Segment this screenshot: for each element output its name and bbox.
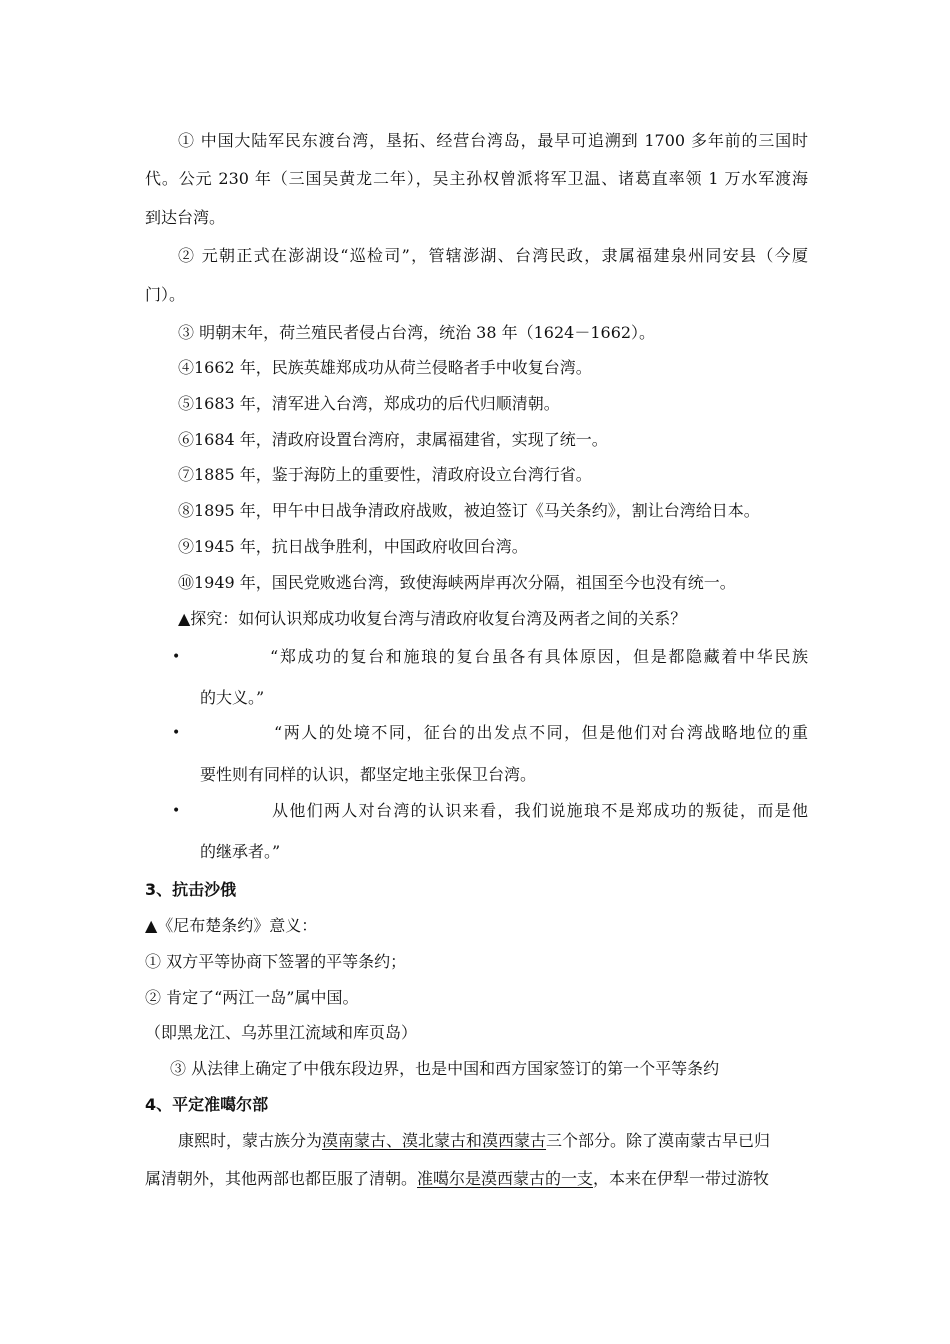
taiwan-item-4: ④1662 年，民族英雄郑成功从荷兰侵略者手中收复台湾。 [178, 358, 592, 377]
taiwan-item-2-line-2: 门）。 [145, 285, 186, 304]
treaty-title: ▲《尼布楚条约》意义： [145, 916, 318, 935]
p1-underlined-text: 漠南蒙古、漠北蒙古和漠西蒙古 [322, 1131, 547, 1150]
taiwan-item-5: ⑤1683 年，清军进入台湾，郑成功的后代归顺清朝。 [178, 394, 560, 413]
p1-text-a: 康熙时，蒙古族分为 [178, 1131, 323, 1150]
taiwan-item-8: ⑧1895 年，甲午中日战争清政府战败，被迫签订《马关条约》，割让台湾给日本。 [178, 501, 760, 520]
treaty-point-3: ③ 从法律上确定了中俄东段边界，也是中国和西方国家签订的第一个平等条约 [170, 1059, 720, 1078]
inquiry-bullet-3-line-1: 从他们两人对台湾的认识来看，我们说施琅不是郑成功的叛徒，而是他 [272, 801, 808, 820]
section-4-paragraph-line-2 [145, 1168, 769, 1190]
taiwan-item-1-line-1: ① 中国大陆军民东渡台湾，垦拓、经营台湾岛，最早可追溯到 1700 多年前的三国时 [178, 131, 808, 150]
taiwan-item-10: ⑩1949 年，国民党败逃台湾，致使海峡两岸再次分隔，祖国至今也没有统一。 [178, 573, 736, 592]
p1-text-b: 三个部分。除了漠南蒙古早已归 [546, 1131, 771, 1150]
taiwan-item-9: ⑨1945 年，抗日战争胜利，中国政府收回台湾。 [178, 537, 528, 556]
p2-text-b: ，本来在伊犁一带过游牧 [593, 1169, 770, 1188]
taiwan-item-6: ⑥1684 年，清政府设置台湾府，隶属福建省，实现了统一。 [178, 430, 608, 449]
treaty-point-2: ② 肯定了“两江一岛”属中国。 [145, 988, 359, 1007]
bullet-2: • [172, 725, 181, 741]
section-3-heading: 3、抗击沙俄 [145, 880, 237, 899]
treaty-point-1: ① 双方平等协商下签署的平等条约； [145, 952, 407, 971]
taiwan-item-3: ③ 明朝末年，荷兰殖民者侵占台湾，统治 38 年（1624－1662）。 [178, 323, 656, 342]
taiwan-item-1-line-3: 到达台湾。 [145, 208, 226, 227]
section-4-heading: 4、平定准噶尔部 [145, 1095, 269, 1114]
taiwan-item-7: ⑦1885 年，鉴于海防上的重要性，清政府设立台湾行省。 [178, 465, 592, 484]
inquiry-bullet-1-line-1: “郑成功的复台和施琅的复台虽各有具体原因，但是都隐藏着中华民族 [270, 647, 808, 666]
bullet-3: • [172, 803, 181, 819]
taiwan-item-1-line-2: 代。公元 230 年（三国吴黄龙二年），吴主孙权曾派将军卫温、诸葛直率领 1 万水军渡海 [145, 169, 808, 188]
treaty-point-2-note: （即黑龙江、乌苏里江流域和库页岛） [145, 1023, 418, 1042]
p2-text-a: 属清朝外，其他两部也都臣服了清朝。 [145, 1169, 418, 1188]
inquiry-bullet-2-line-1: “两人的处境不同，征台的出发点不同，但是他们对台湾战略地位的重 [274, 723, 808, 742]
inquiry-bullet-2-line-2: 要性则有同样的认识，都坚定地主张保卫台湾。 [200, 765, 537, 784]
inquiry-bullet-3-line-2: 的继承者。” [200, 842, 281, 861]
section-4-paragraph-line-1 [178, 1130, 770, 1152]
inquiry-bullet-1-line-2: 的大义。” [200, 688, 265, 707]
taiwan-item-2-line-1: ② 元朝正式在澎湖设“巡检司”，管辖澎湖、台湾民政，隶属福建泉州同安县（今厦 [178, 246, 808, 265]
bullet-1: • [172, 649, 181, 665]
p2-underlined-text: 准噶尔是漠西蒙古的一支 [417, 1169, 594, 1188]
inquiry-question: ▲探究：如何认识郑成功收复台湾与清政府收复台湾及两者之间的关系？ [178, 609, 687, 628]
